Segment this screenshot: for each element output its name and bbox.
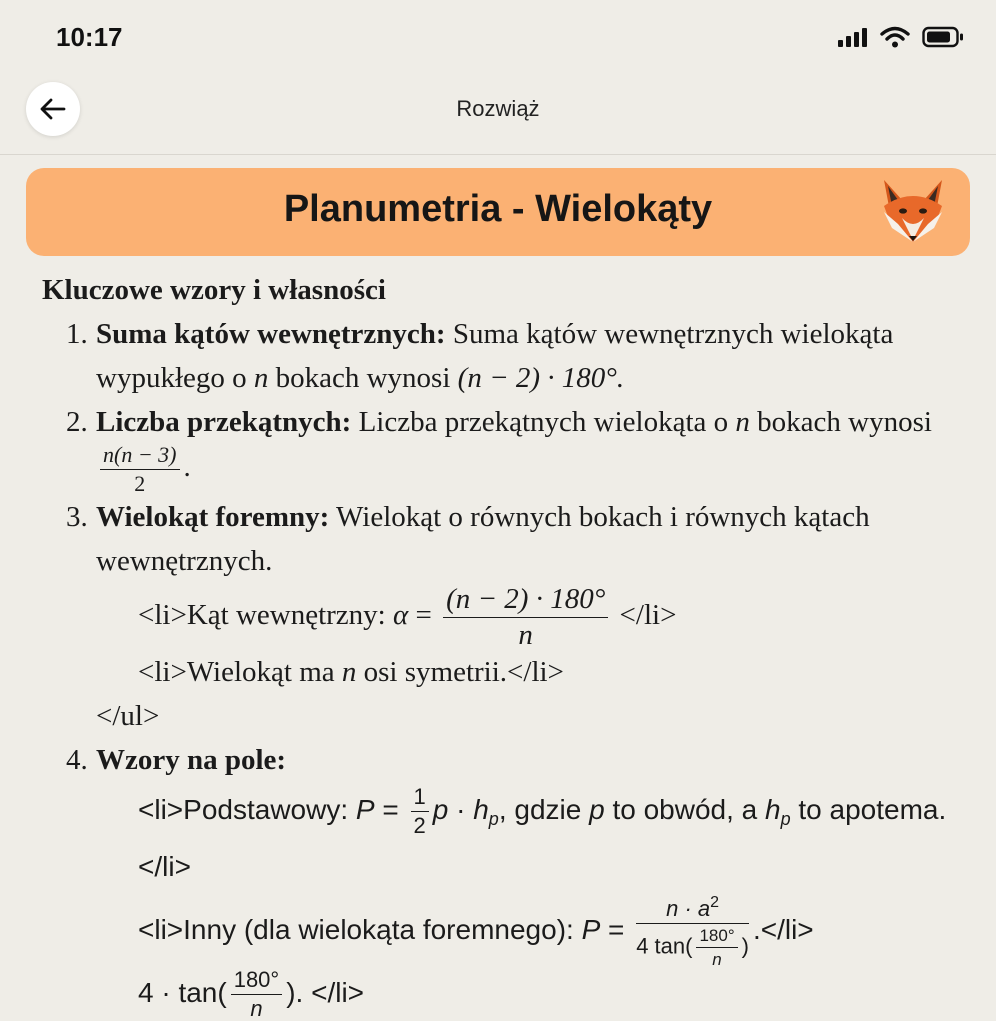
section-title: Kluczowe wzory i własności xyxy=(42,274,386,306)
fraction-denominator xyxy=(636,924,749,968)
sub-text: , gdzie xyxy=(498,794,590,825)
fraction-numerator: 180° xyxy=(696,927,737,948)
status-time: 10:17 xyxy=(56,22,123,52)
sub-text: </li> xyxy=(612,599,677,632)
fox-icon xyxy=(878,178,948,246)
fraction-denominator-text: ) xyxy=(741,933,749,959)
fraction-denominator: n xyxy=(712,950,722,969)
ul-close-text: </ul> xyxy=(96,700,160,732)
page-title: Planumetria - Wielokąty xyxy=(283,188,713,230)
signal-icon xyxy=(838,27,868,47)
sub-text: <li>Podstawowy: xyxy=(138,794,356,825)
math-formula: (n − 2) · 180°. xyxy=(457,362,625,394)
item-text: . xyxy=(183,451,191,484)
math-eq: = xyxy=(374,794,407,825)
item-number: 1. xyxy=(66,318,88,350)
sub-text: .</li> xyxy=(752,913,814,945)
content xyxy=(42,268,972,1020)
math-subscript: p xyxy=(780,809,791,829)
math-var: P xyxy=(355,794,375,825)
item-number: 4. xyxy=(66,744,88,776)
math-var: n xyxy=(253,362,269,394)
math-eq: = xyxy=(408,599,440,632)
math-var: h xyxy=(765,794,781,825)
item-number: 2. xyxy=(66,406,88,438)
item-heading: Wzory na pole: xyxy=(96,744,287,776)
fraction-denominator: 2 xyxy=(413,813,426,839)
fraction-denominator: 2 xyxy=(134,471,146,496)
math-subscript: p xyxy=(488,809,499,829)
battery-icon xyxy=(922,26,964,48)
status-bar xyxy=(0,0,996,80)
item-heading: Liczba przekątnych: xyxy=(96,406,352,438)
fraction-numerator-text: n · a xyxy=(666,896,711,921)
fraction-denominator: n xyxy=(250,996,263,1021)
sub-line xyxy=(42,650,972,694)
sub-text: ). </li> xyxy=(286,977,365,1008)
nav-bar xyxy=(0,80,996,155)
math-var: n xyxy=(735,406,750,438)
list-item xyxy=(42,400,972,495)
math-fraction xyxy=(231,969,283,1020)
math-var: α xyxy=(392,599,409,632)
math-var: n xyxy=(341,656,357,688)
item-text: bokach wynosi xyxy=(749,406,932,438)
sub-text: <li>Kąt wewnętrzny: xyxy=(138,599,393,632)
sub-line xyxy=(42,585,972,650)
item-text: Liczba przekątnych wielokąta o xyxy=(351,406,736,438)
list-item xyxy=(42,738,972,782)
fraction-denominator-text: 4 tan( xyxy=(636,933,693,959)
fraction-numerator: n(n − 3) xyxy=(100,444,180,470)
math-op: · xyxy=(448,794,474,825)
item-number: 3. xyxy=(66,501,88,533)
math-var: p xyxy=(589,794,605,825)
sub-line xyxy=(42,895,972,968)
sub-line xyxy=(42,786,972,891)
item-text: bokach wynosi xyxy=(268,362,458,394)
fraction-numerator xyxy=(636,895,749,924)
math-fraction xyxy=(411,786,429,837)
fraction-numerator: 180° xyxy=(231,969,283,995)
sub-line xyxy=(42,968,972,1020)
item-text: Suma kątów wewnętrznych wielokąta wypukłego o xyxy=(96,318,894,394)
sub-text: to apotema.</li> xyxy=(138,794,947,882)
fraction-numerator: 1 xyxy=(411,786,429,812)
math-fraction-inner xyxy=(696,927,737,968)
math-eq: = xyxy=(600,913,633,945)
header-card xyxy=(26,168,970,256)
wifi-icon xyxy=(880,26,910,48)
status-icons xyxy=(838,26,964,48)
math-var: h xyxy=(473,794,489,825)
item-text: Wielokąt o równych bokach i równych kątach wewnętrznych. xyxy=(96,501,870,577)
math-fraction xyxy=(100,444,180,495)
list-item xyxy=(42,312,972,400)
sub-text: <li>Wielokąt ma xyxy=(138,656,342,688)
nav-title: Rozwiąż xyxy=(456,96,540,121)
list-item xyxy=(42,495,972,583)
item-heading: Suma kątów wewnętrznych: xyxy=(96,318,446,350)
sub-text: to obwód, a xyxy=(604,794,766,825)
fraction-denominator: n xyxy=(518,619,533,651)
math-fraction xyxy=(443,585,608,650)
math-var: p xyxy=(432,794,449,825)
math-fraction xyxy=(636,895,749,968)
fraction-numerator: (n − 2) · 180° xyxy=(443,585,608,618)
sub-text: <li>Inny (dla wielokąta foremnego): xyxy=(138,913,582,945)
sub-text: 4 · tan( xyxy=(138,977,227,1008)
item-heading: Wielokąt foremny: xyxy=(96,501,330,533)
math-var: P xyxy=(581,913,601,945)
math-superscript: 2 xyxy=(710,894,720,911)
sub-text: osi symetrii.</li> xyxy=(356,656,564,688)
